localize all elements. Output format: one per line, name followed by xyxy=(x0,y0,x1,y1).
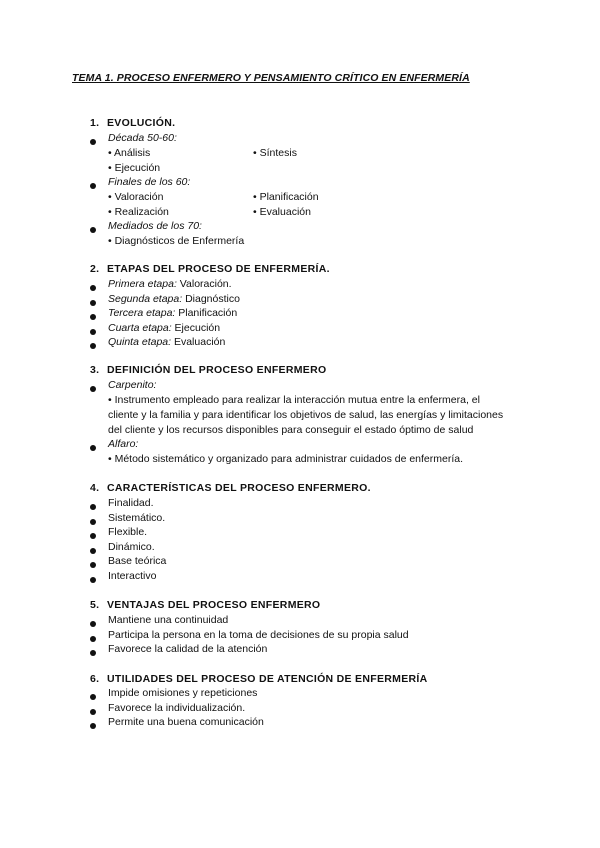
section-title: VENTAJAS DEL PROCESO ENFERMERO xyxy=(107,599,321,611)
list-item xyxy=(108,306,237,320)
bullet-icon xyxy=(90,314,96,320)
section-heading-etapas xyxy=(90,263,330,275)
section-title: ETAPAS DEL PROCESO DE ENFERMERÍA. xyxy=(107,263,330,275)
definition-text: • Método sistemático y organizado para administrar cuidados de enfermería. xyxy=(108,453,464,465)
list-item-value: Diagnóstico xyxy=(182,293,240,305)
section-number: 4. xyxy=(90,482,100,494)
list-item-label: Década 50-60: xyxy=(108,132,177,144)
definition-text: • Instrumento empleado para realizar la interacción mutua entre la enfermera, el xyxy=(108,394,480,406)
bullet-icon xyxy=(90,285,96,291)
section-number: 3. xyxy=(90,364,100,376)
bullet-icon xyxy=(90,227,96,233)
list-item: Favorece la individualización. xyxy=(108,702,246,714)
list-item: • Diagnósticos de Enfermería xyxy=(108,235,245,247)
list-item-label: Mediados de los 70: xyxy=(108,220,202,232)
section-heading-ventajas xyxy=(90,599,320,611)
section-heading-utilidades xyxy=(90,673,427,685)
list-item-label: Carpenito: xyxy=(108,379,157,391)
section-number: 1. xyxy=(90,117,100,129)
list-item-label: Cuarta etapa: xyxy=(108,322,172,334)
section-heading-evolucion xyxy=(90,117,175,129)
list-item: Flexible. xyxy=(108,526,148,538)
bullet-icon xyxy=(90,694,96,700)
list-item: Impide omisiones y repeticiones xyxy=(108,687,258,699)
bullet-icon xyxy=(90,548,96,554)
bullet-icon xyxy=(90,621,96,627)
list-item: Permite una buena comunicación xyxy=(108,716,264,728)
list-item-label: Alfaro: xyxy=(108,438,139,450)
bullet-icon xyxy=(90,139,96,145)
list-item xyxy=(108,335,225,349)
list-item-value: Ejecución xyxy=(171,322,221,334)
list-item: Interactivo xyxy=(108,570,157,582)
definition-text: cliente y la familia y para identificar los objetivos de salud, las energías y limitaciones xyxy=(108,409,504,421)
list-item: • Análisis xyxy=(108,147,151,159)
list-item: • Ejecución xyxy=(108,162,161,174)
section-title: EVOLUCIÓN. xyxy=(107,117,176,129)
bullet-icon xyxy=(90,183,96,189)
list-item-label: Finales de los 60: xyxy=(108,176,191,188)
bullet-icon xyxy=(90,723,96,729)
list-item-label: Quinta etapa: xyxy=(108,336,172,348)
bullet-icon xyxy=(90,386,96,392)
bullet-icon xyxy=(90,709,96,715)
document-title: TEMA 1. PROCESO ENFERMERO Y PENSAMIENTO CRÍTICO EN ENFERMERÍA xyxy=(72,72,470,84)
list-item: Mantiene una continuidad xyxy=(108,614,229,626)
section-title: UTILIDADES DEL PROCESO DE ATENCIÓN DE ENFERMERÍA xyxy=(107,673,428,685)
bullet-icon xyxy=(90,519,96,525)
bullet-icon xyxy=(90,577,96,583)
list-item: • Valoración xyxy=(108,191,164,203)
section-number: 2. xyxy=(90,263,100,275)
list-item-value: Planificación xyxy=(175,307,238,319)
list-item xyxy=(108,277,232,291)
list-item: Base teórica xyxy=(108,555,167,567)
bullet-icon xyxy=(90,343,96,349)
list-item: Finalidad. xyxy=(108,497,154,509)
list-item: • Realización xyxy=(108,206,169,218)
section-title: CARACTERÍSTICAS DEL PROCESO ENFERMERO. xyxy=(107,482,371,494)
list-item-label: Tercera etapa: xyxy=(108,307,176,319)
list-item xyxy=(108,321,220,335)
list-item: Participa la persona en la toma de decisiones de su propia salud xyxy=(108,629,409,641)
list-item xyxy=(108,292,240,306)
bullet-icon xyxy=(90,533,96,539)
list-item: Sistemático. xyxy=(108,512,166,524)
bullet-icon xyxy=(90,445,96,451)
bullet-icon xyxy=(90,562,96,568)
bullet-icon xyxy=(90,636,96,642)
list-item: Favorece la calidad de la atención xyxy=(108,643,268,655)
bullet-icon xyxy=(90,300,96,306)
list-item-label: Primera etapa: xyxy=(108,278,177,290)
definition-text: del cliente y los recursos disponibles para conseguir el estado óptimo de salud xyxy=(108,424,474,436)
list-item-value: Valoración. xyxy=(176,278,232,290)
list-item: Dinámico. xyxy=(108,541,155,553)
list-item-label: Segunda etapa: xyxy=(108,293,183,305)
section-number: 5. xyxy=(90,599,100,611)
list-item-value: Evaluación xyxy=(171,336,226,348)
bullet-icon xyxy=(90,650,96,656)
bullet-icon xyxy=(90,504,96,510)
list-item: • Evaluación xyxy=(253,206,311,218)
list-item: • Planificación xyxy=(253,191,319,203)
section-title: DEFINICIÓN DEL PROCESO ENFERMERO xyxy=(107,364,327,376)
section-heading-caracteristicas xyxy=(90,482,371,494)
section-heading-definicion xyxy=(90,364,326,376)
section-number: 6. xyxy=(90,673,100,685)
list-item: • Síntesis xyxy=(253,147,297,159)
bullet-icon xyxy=(90,329,96,335)
